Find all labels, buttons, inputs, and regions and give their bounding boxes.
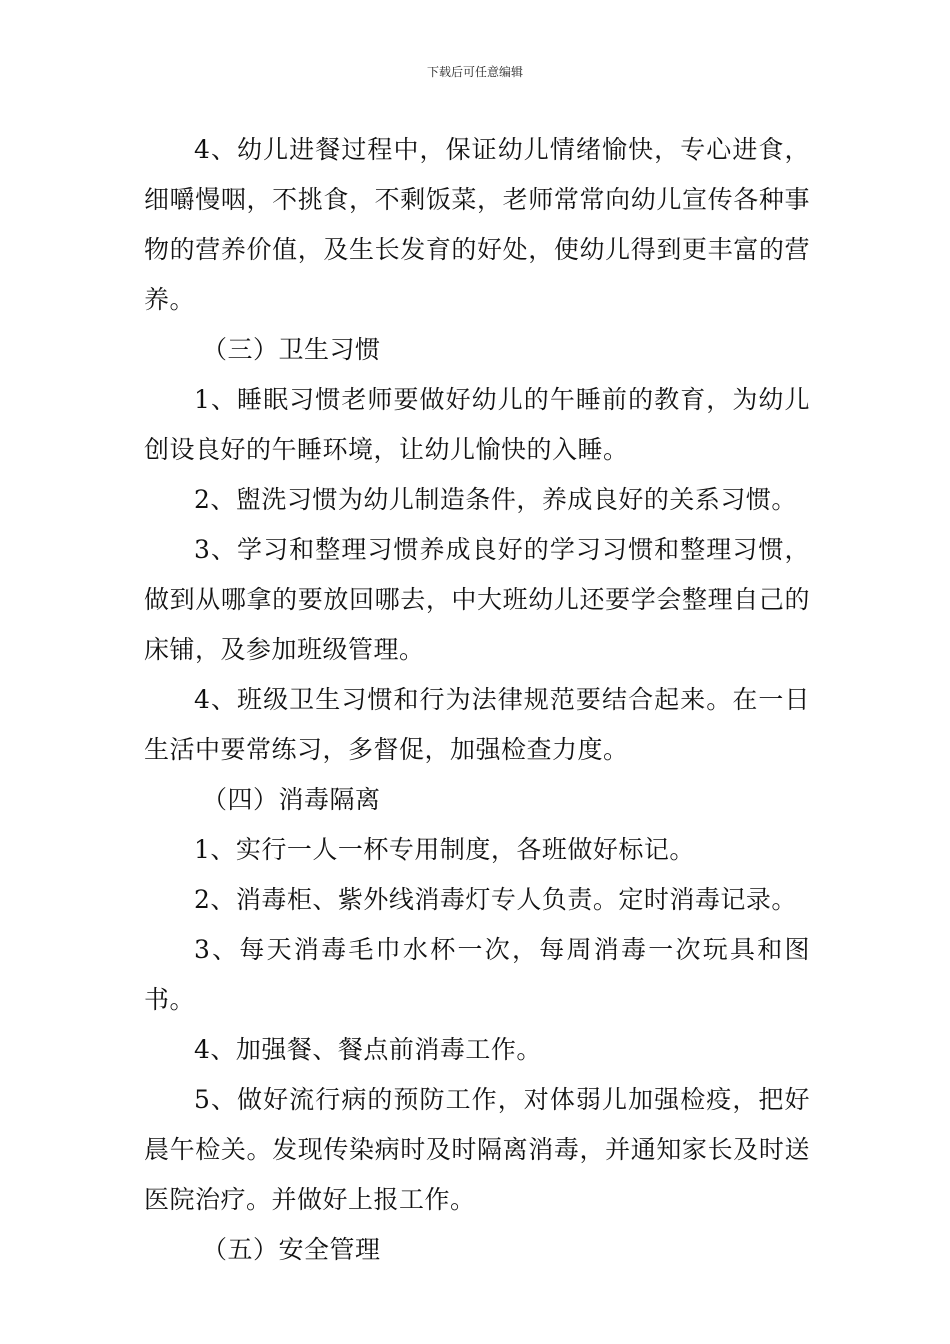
paragraph-disinfection-1: 1、实行一人一杯专用制度，各班做好标记。 <box>194 835 695 864</box>
paragraph-meal-4: 4、幼儿进餐过程中，保证幼儿情绪愉快，专心进食，细嚼慢咽，不挑食，不剩饭菜，老师常常向幼儿宣传各种事物的营养价值，及生长发育的好处，使幼儿得到更丰富的营养。 <box>144 135 810 314</box>
section-heading-disinfection: （四）消毒隔离 <box>202 785 381 814</box>
paragraph-disinfection-2: 2、消毒柜、紫外线消毒灯专人负责。定时消毒记录。 <box>194 885 797 914</box>
paragraph-hygiene-2: 2、盥洗习惯为幼儿制造条件，养成良好的关系习惯。 <box>194 485 797 514</box>
paragraph-hygiene-4: 4、班级卫生习惯和行为法律规范要结合起来。在一日生活中要常练习，多督促，加强检查力度。 <box>144 685 810 764</box>
paragraph-disinfection-5: 5、做好流行病的预防工作，对体弱儿加强检疫，把好晨午检关。发现传染病时及时隔离消毒，并通知家长及时送医院治疗。并做好上报工作。 <box>144 1085 810 1214</box>
paragraph-hygiene-1: 1、睡眠习惯老师要做好幼儿的午睡前的教育，为幼儿创设良好的午睡环境，让幼儿愉快的入睡。 <box>144 385 810 464</box>
section-heading-hygiene: （三）卫生习惯 <box>202 335 381 364</box>
paragraph-disinfection-3: 3、每天消毒毛巾水杯一次，每周消毒一次玩具和图书。 <box>144 935 810 1014</box>
page-header: 下载后可任意编辑 <box>426 65 523 79</box>
document-body <box>144 125 810 1275</box>
paragraph-disinfection-4: 4、加强餐、餐点前消毒工作。 <box>194 1035 542 1064</box>
section-heading-safety: （五）安全管理 <box>202 1235 381 1264</box>
paragraph-hygiene-3: 3、学习和整理习惯养成良好的学习习惯和整理习惯，做到从哪拿的要放回哪去，中大班幼儿还要学会整理自己的床铺，及参加班级管理。 <box>144 535 810 664</box>
